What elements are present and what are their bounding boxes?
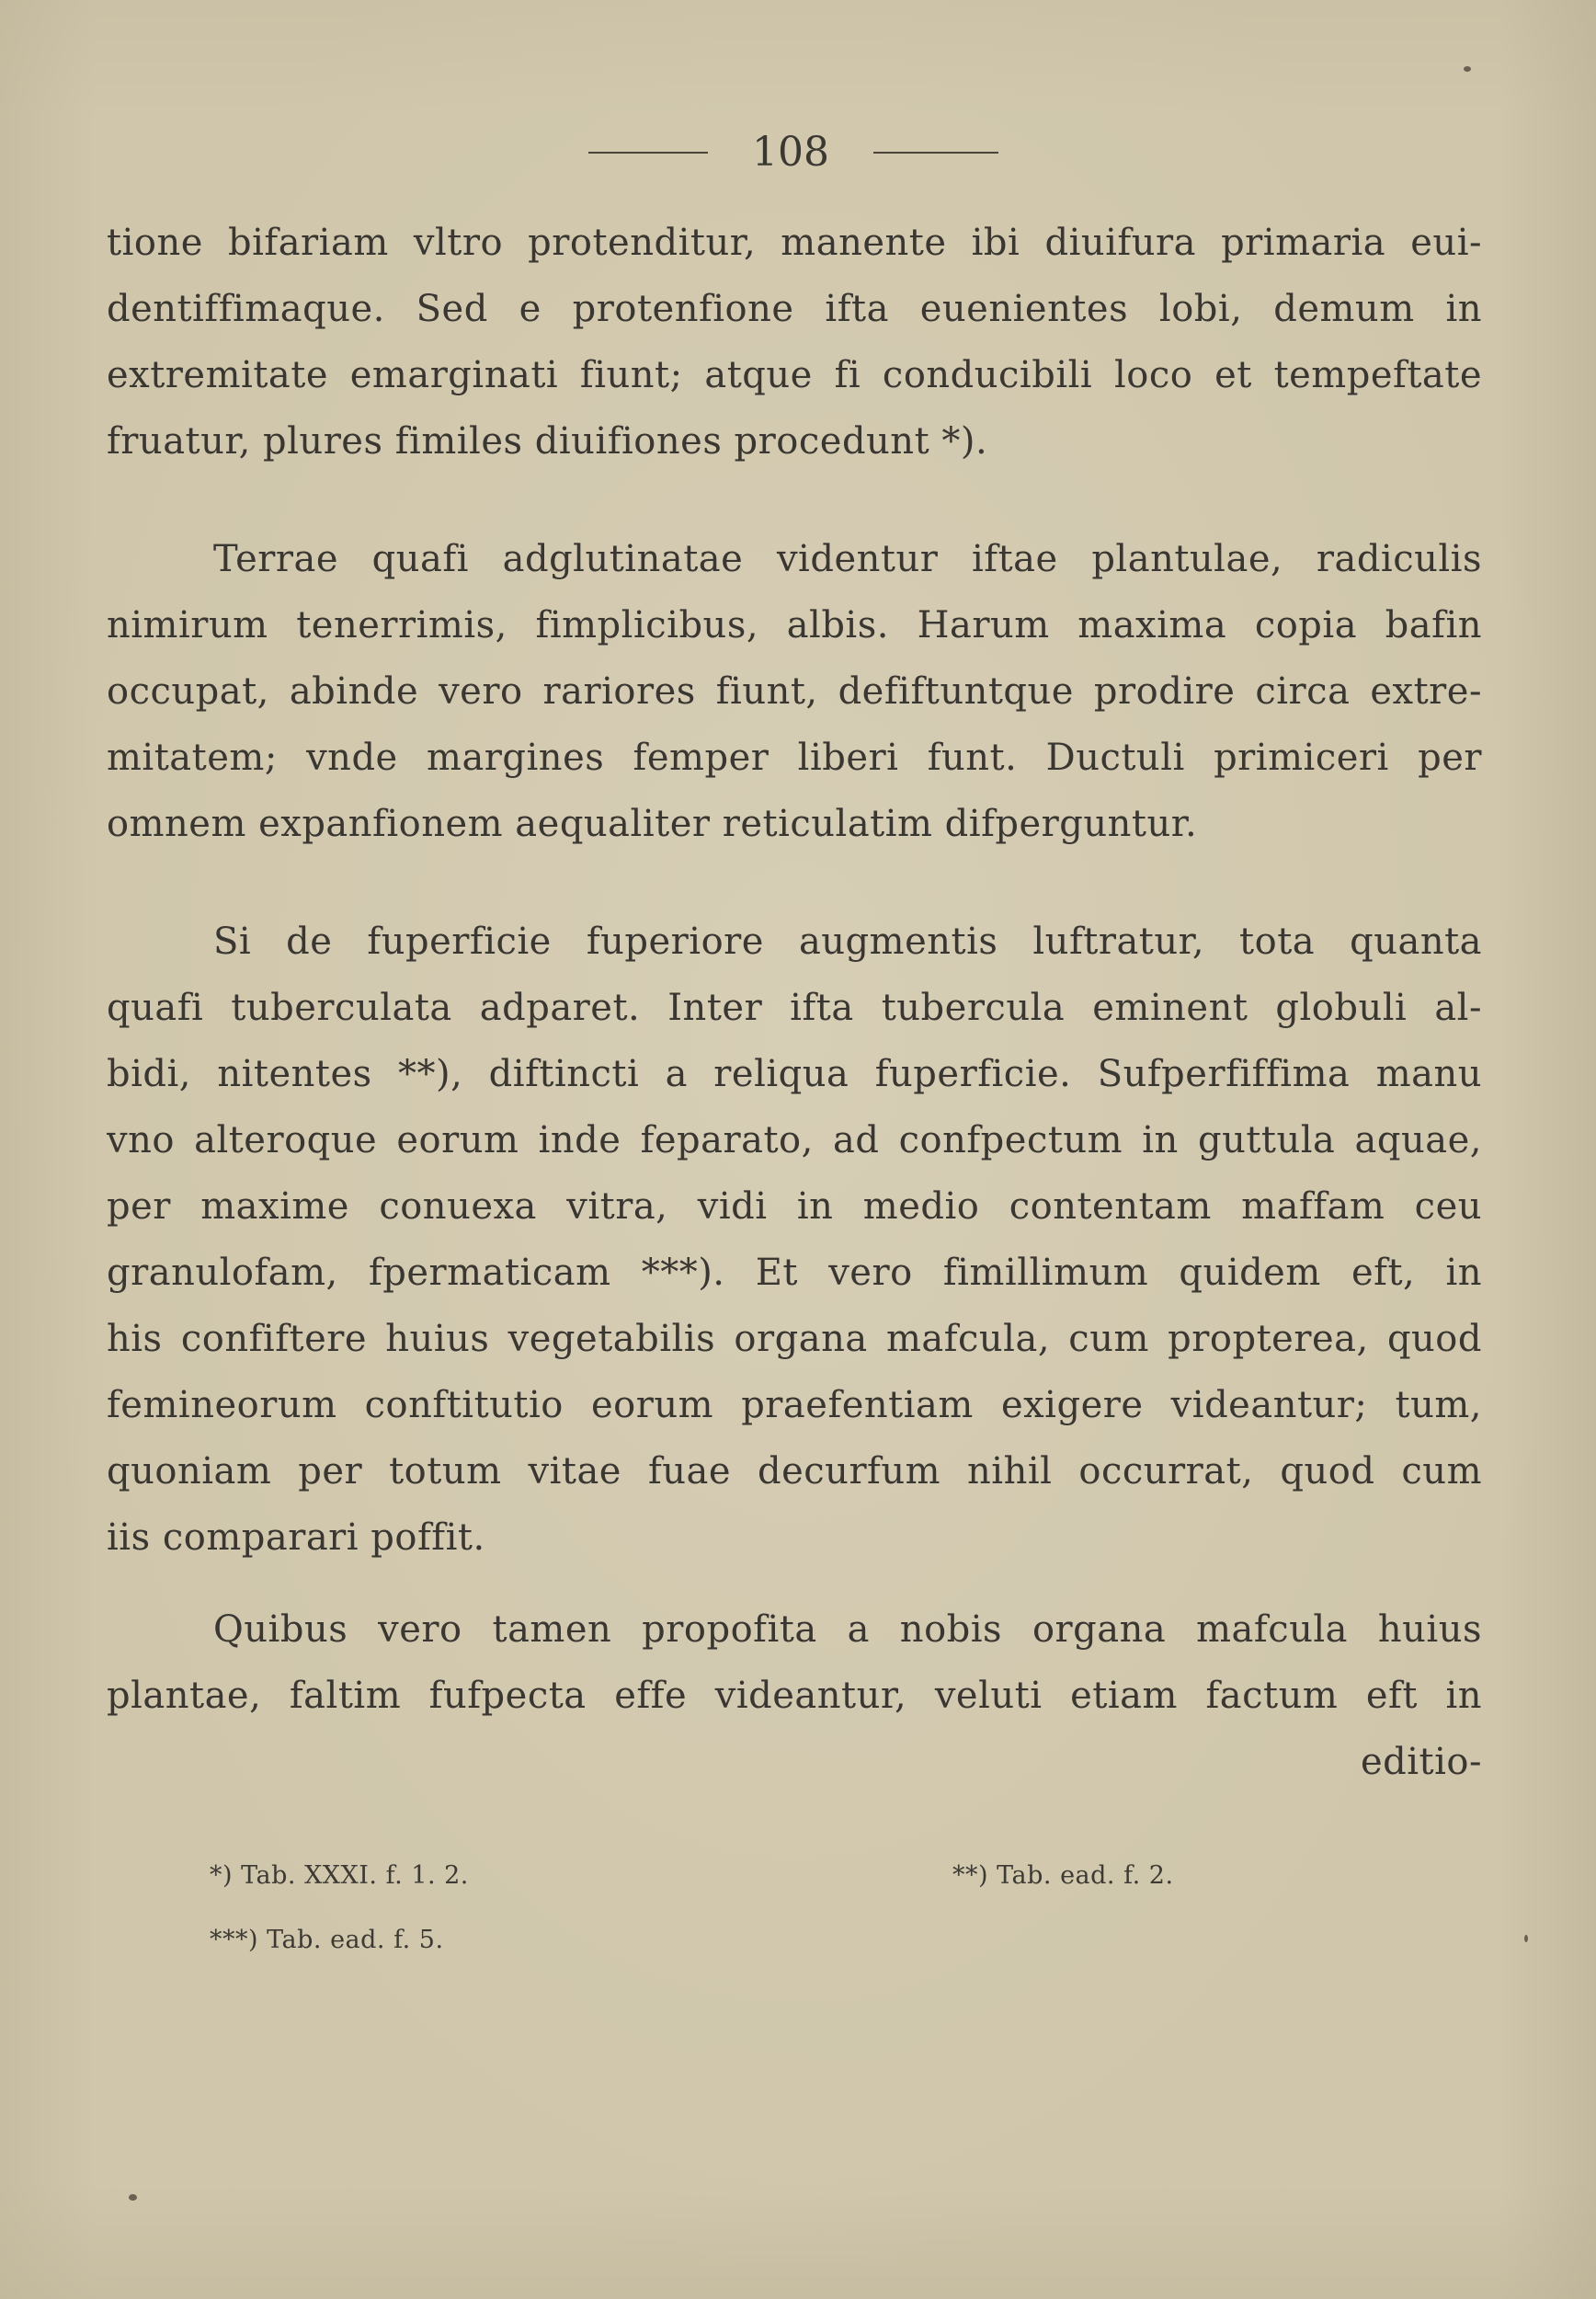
- text-line: extremitate emarginati fiunt; atque fi conducibili loco et tempeftate: [107, 354, 1482, 396]
- text-line: mitatem; vnde margines femper liberi funt. Ductuli primiceri per: [107, 737, 1482, 779]
- text-line: quoniam per totum vitae fuae decurfum nihil occurrat, quod cum: [107, 1450, 1482, 1493]
- text-line: plantae, faltim fufpecta effe videantur, veluti etiam factum eft in: [107, 1675, 1482, 1717]
- text-line: quafi tuberculata adparet. Inter ifta tubercula eminent globuli al-: [107, 987, 1482, 1029]
- text-line: tione bifariam vltro protenditur, manente ibi diuifura primaria eui-: [107, 222, 1482, 264]
- text-line: Quibus vero tamen propofita a nobis organa mafcula huius: [213, 1608, 1482, 1651]
- text-line: Si de fuperficie fuperiore augmentis luftratur, tota quanta: [213, 921, 1482, 963]
- text-line: vno alteroque eorum inde feparato, ad confpectum in guttula aquae,: [107, 1119, 1482, 1161]
- paragraph-1: [107, 210, 1482, 475]
- catchword: editio-: [1360, 1741, 1482, 1783]
- text-line: Terrae quafi adglutinatae videntur iftae plantulae, radiculis: [213, 538, 1482, 580]
- paper-speck: [1464, 66, 1471, 72]
- text-line: granulofam, fpermaticam ***). Et vero fimillimum quidem eft, in: [107, 1252, 1482, 1294]
- text-line: omnem expanfionem aequaliter reticulatim difperguntur.: [107, 803, 1198, 845]
- text-line: femineorum conftitutio eorum praefentiam exigere videantur; tum,: [107, 1384, 1482, 1426]
- footnote-1: *) Tab. XXXI. f. 1. 2.: [210, 1861, 469, 1890]
- page-number: 108: [752, 129, 829, 176]
- footnote-2: **) Tab. ead. f. 2.: [952, 1861, 1174, 1890]
- text-line: fruatur, plures fimiles diuifiones procedunt *).: [107, 420, 988, 463]
- header-rule-right: [873, 152, 998, 154]
- paragraph-2: [107, 526, 1482, 857]
- text-line: bidi, nitentes **), diftincti a reliqua fuperficie. Sufperfiffima manu: [107, 1053, 1482, 1095]
- text-line: per maxime conuexa vitra, vidi in medio contentam maffam ceu: [107, 1185, 1482, 1228]
- footnote-3: ***) Tab. ead. f. 5.: [210, 1926, 444, 1954]
- text-line: occupat, abinde vero rariores fiunt, defiftuntque prodire circa extre-: [107, 670, 1482, 713]
- footnotes: [0, 1848, 1596, 1977]
- paragraph-4: [107, 1596, 1482, 1795]
- header-rule-left: [588, 152, 708, 154]
- paper-speck: [129, 2194, 137, 2201]
- text-line: his confiftere huius vegetabilis organa mafcula, cum propterea, quod: [107, 1318, 1482, 1360]
- paragraph-3: [107, 909, 1482, 1571]
- running-header: [0, 125, 1596, 180]
- paper-speck: [1524, 1935, 1528, 1942]
- text-line: nimirum tenerrimis, fimplicibus, albis. Harum maxima copia bafin: [107, 604, 1482, 646]
- text-line: iis comparari poffit.: [107, 1516, 485, 1559]
- text-line: dentiffimaque. Sed e protenfione ifta euenientes lobi, demum in: [107, 288, 1482, 330]
